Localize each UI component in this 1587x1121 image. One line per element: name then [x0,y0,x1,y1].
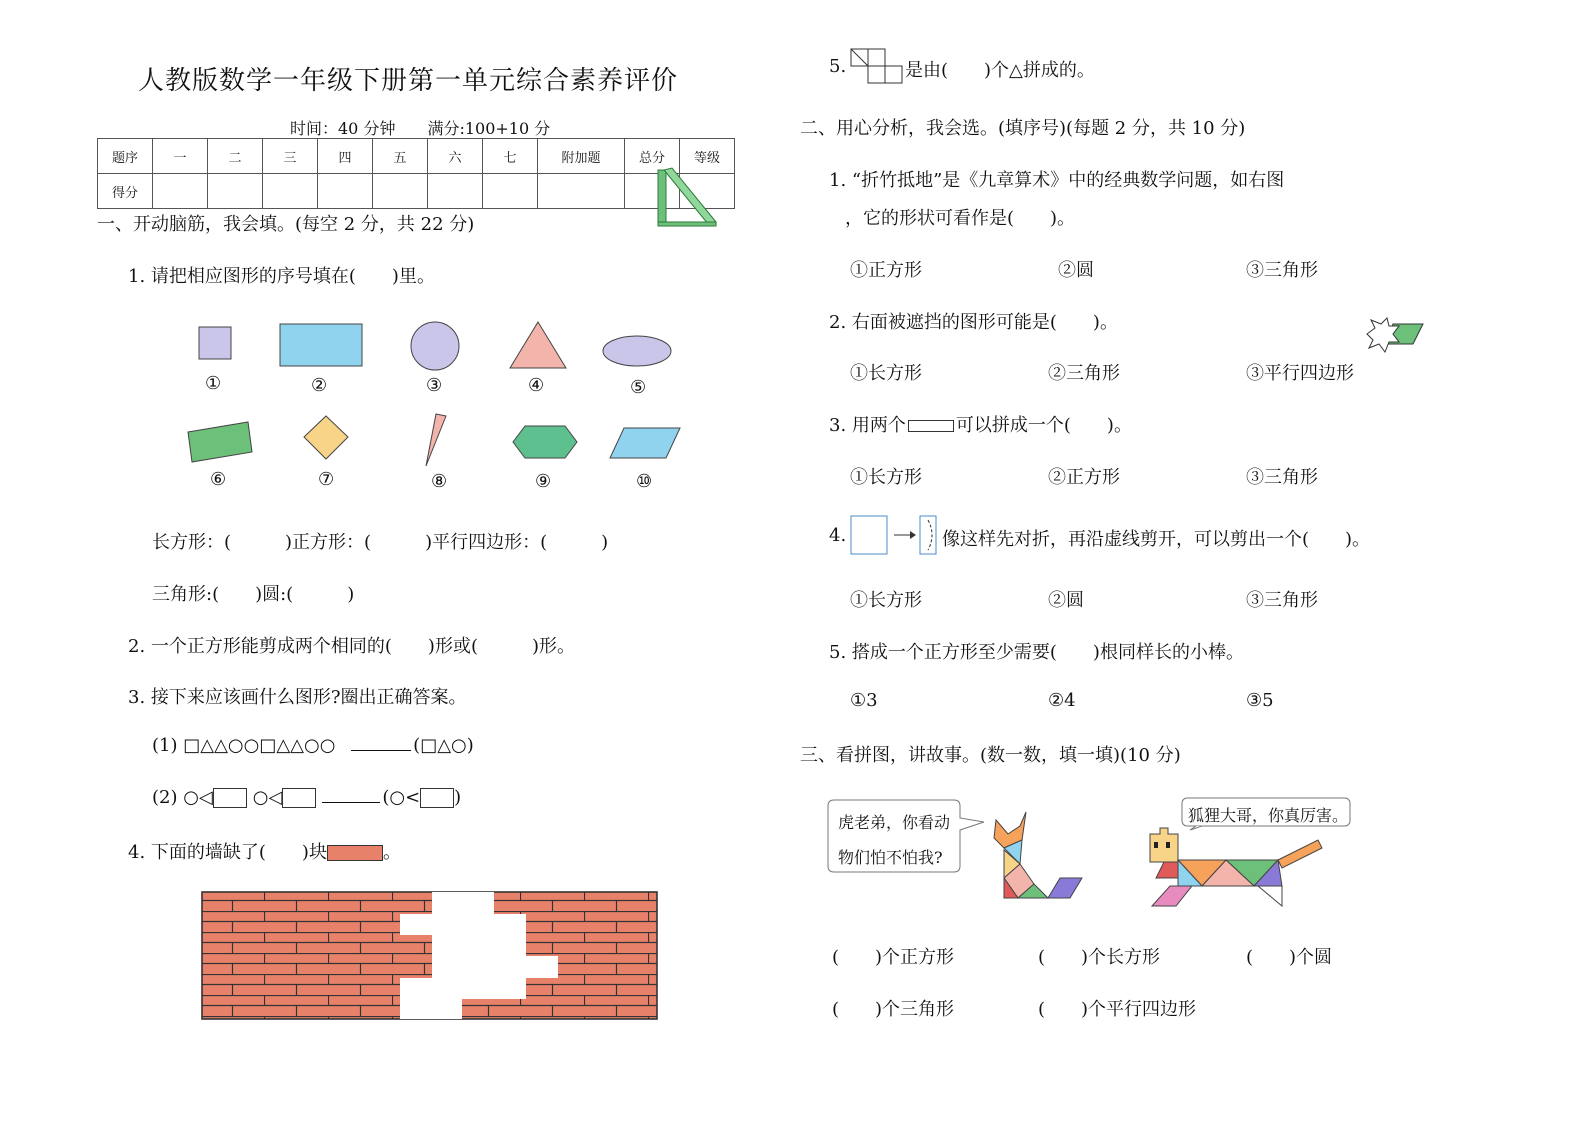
score-row-label: 得分 [98,174,153,209]
s2-q4-text: 像这样先对折，再沿虚线剪开，可以剪出一个( )。 [942,529,1371,550]
q3-2-options-b: ) [454,787,462,808]
s2-q5-option[interactable]: ③5 [1246,690,1274,711]
shape-label: ① [205,373,222,394]
s2-q3-option[interactable]: ②正方形 [1048,467,1120,488]
score-cell: 题序 [98,139,153,174]
s2-q3-text-a: 3. 用两个 [829,415,906,436]
shape-10-parallelogram [610,428,680,458]
q3-2-seq-b: ○◁ [252,787,283,808]
q3-1-sequence: (1) □△△○○□△△○○ [152,735,336,756]
shape-label: ⑥ [210,469,227,490]
rectangle-icon [420,788,454,808]
score-input-cell[interactable] [208,174,263,209]
tangram-fox [990,812,1090,906]
shape-9-hexagon [513,426,577,458]
fox-speech-line-2: 物们怕不怕我? [838,848,943,867]
score-cell: 四 [318,139,373,174]
s1-q1: 1. 请把相应图形的序号填在( )里。 [128,266,435,287]
s1-q3-2 [152,787,461,808]
shape-3-circle [411,322,459,370]
score-cell: 总分 [625,139,680,174]
score-input-cell[interactable] [373,174,428,209]
triangles-square-figure [850,48,902,84]
rectangle-icon [282,788,316,808]
shape-label: ⑤ [630,377,647,398]
s1-q5 [829,56,846,77]
s2-q1-option[interactable]: ②圆 [1058,260,1094,281]
s2-q3-option[interactable]: ③三角形 [1246,467,1318,488]
s1-q2: 2. 一个正方形能剪成两个相同的( )形或( )形。 [128,636,575,657]
q3-1-options: (□△○) [413,735,474,756]
score-cell: 附加题 [538,139,625,174]
s2-q5-option[interactable]: ①3 [850,690,878,711]
shape-label: ⑨ [535,471,552,492]
score-cell: 三 [263,139,318,174]
count-fill[interactable]: ( )个圆 [1246,947,1333,968]
s2-q2: 2. 右面被遮挡的图形可能是( )。 [829,312,1118,333]
s2-q1-line2: ，它的形状可看作是( )。 [845,208,1076,229]
s1-q1-answer-line-1: 长方形：( )正方形：( )平行四边形：( ) [152,532,609,553]
s2-q2-option[interactable]: ③平行四边形 [1246,363,1354,384]
score-input-cell[interactable] [483,174,538,209]
count-fill[interactable]: ( )个三角形 [832,999,955,1020]
shape-label: ② [311,375,328,396]
shape-label: ③ [426,375,443,396]
page-title: 人教版数学一年级下册第一单元综合素养评价 [138,66,679,96]
s1-q3-1 [152,735,474,756]
shape-label: ④ [528,375,545,396]
score-input-cell[interactable] [428,174,483,209]
shape-label: ⑧ [431,471,448,492]
s2-q4-option[interactable]: ①长方形 [850,590,922,611]
score-cell: 六 [428,139,483,174]
count-fill[interactable]: ( )个平行四边形 [1038,999,1197,1020]
score-input-cell[interactable] [318,174,373,209]
s2-q2-option[interactable]: ②三角形 [1048,363,1120,384]
brick-wall-figure [200,890,660,1022]
shape-4-triangle [510,322,566,368]
rectangle-icon [908,420,954,432]
shape-label: ⑦ [318,469,335,490]
s2-q3-text-b: 可以拼成一个( )。 [955,415,1132,436]
shapes-figure [180,316,700,496]
score-table [97,138,735,209]
fox-speech-line-1: 虎老弟，你看动 [838,813,951,832]
score-cell: 五 [373,139,428,174]
q3-1-answer-blank[interactable] [351,750,411,751]
tangram-tiger [1148,826,1328,912]
q3-2-seq-a: (2) ○◁ [152,787,213,808]
s2-q1-line1: 1. “折竹抵地”是《九章算术》中的经典数学问题，如右图 [829,170,1285,191]
s2-q1-option[interactable]: ③三角形 [1246,260,1318,281]
q4-end: 。 [382,842,401,863]
score-input-cell[interactable] [153,174,208,209]
s2-q5: 5. 搭成一个正方形至少需要( )根同样长的小棒。 [829,642,1244,663]
tiger-speech: 狐狸大哥，你真厉害。 [1188,806,1349,825]
s1-q4 [128,838,401,864]
shape-1-square [199,327,231,359]
subtitle: 时间：40 分钟 满分:100+10 分 [290,119,551,138]
section-2-heading: 二、用心分析，我会选。(填序号)(每题 2 分，共 10 分) [800,118,1246,139]
score-input-cell[interactable] [538,174,625,209]
brick-icon [327,845,383,861]
score-cell: 二 [208,139,263,174]
q4-text: 4. 下面的墙缺了( )块 [128,842,327,863]
count-fill[interactable]: ( )个正方形 [832,947,955,968]
q3-2-options-a: (○< [382,787,421,808]
score-cell: 一 [153,139,208,174]
score-table-score-row [98,174,735,209]
shape-2-rectangle [280,324,362,366]
s2-q5-option[interactable]: ②4 [1048,690,1076,711]
q5-number: 5. [829,56,847,77]
s2-q1-option[interactable]: ①正方形 [850,260,922,281]
s2-q3-option[interactable]: ①长方形 [850,467,922,488]
shape-6-rectangle [188,422,252,462]
s1-q3: 3. 接下来应该画什么图形?圈出正确答案。 [128,687,467,708]
shape-label: ⑩ [636,471,653,492]
fold-and-cut-figure [850,514,940,556]
shape-7-diamond [304,416,348,459]
s2-q4-option[interactable]: ②圆 [1048,590,1084,611]
s2-q3 [829,411,1132,437]
score-cell: 七 [483,139,538,174]
count-fill[interactable]: ( )个长方形 [1038,947,1161,968]
rectangle-icon [213,788,247,808]
score-table-header-row [98,139,735,174]
s1-q5-text: 是由( )个△拼成的。 [905,60,1095,81]
q3-2-answer-blank[interactable] [322,802,380,803]
section-3-heading: 三、看拼图，讲故事。(数一数，填一填)(10 分) [800,745,1181,766]
score-input-cell[interactable] [263,174,318,209]
shape-8-triangle [426,414,446,466]
s1-q1-answer-line-2: 三角形:( )圆:( ) [152,584,355,605]
bamboo-triangle-figure [652,166,724,230]
section-1-heading: 一、开动脑筋，我会填。(每空 2 分，共 22 分) [97,214,475,235]
s2-q2-option[interactable]: ①长方形 [850,363,922,384]
shape-5-ellipse [603,336,671,366]
score-cell: 等级 [680,139,735,174]
s2-q4-number: 4. [829,525,847,546]
hidden-shape-figure [1365,318,1427,354]
s2-q4-option[interactable]: ③三角形 [1246,590,1318,611]
